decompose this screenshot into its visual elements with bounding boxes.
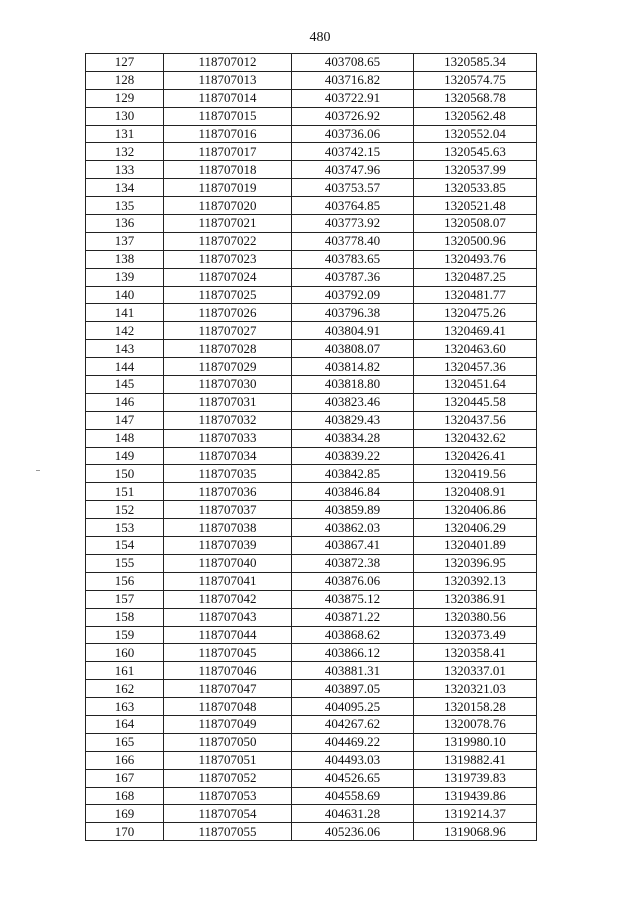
- scan-speck: [36, 470, 40, 471]
- y-coordinate-cell: 1320380.56: [414, 608, 537, 626]
- row-index-cell: 131: [86, 125, 164, 143]
- id-cell: 118707029: [164, 358, 292, 376]
- id-cell: 118707032: [164, 411, 292, 429]
- y-coordinate-cell: 1319439.86: [414, 787, 537, 805]
- table-row: [86, 590, 537, 608]
- id-cell: 118707023: [164, 250, 292, 268]
- y-coordinate-cell: 1320521.48: [414, 197, 537, 215]
- table-row: [86, 197, 537, 215]
- x-coordinate-cell: 403792.09: [292, 286, 414, 304]
- x-coordinate-cell: 403708.65: [292, 54, 414, 72]
- id-cell: 118707045: [164, 644, 292, 662]
- row-index-cell: 129: [86, 89, 164, 107]
- id-cell: 118707042: [164, 590, 292, 608]
- x-coordinate-cell: 405236.06: [292, 823, 414, 841]
- id-cell: 118707034: [164, 447, 292, 465]
- table-row: [86, 769, 537, 787]
- id-cell: 118707043: [164, 608, 292, 626]
- y-coordinate-cell: 1320321.03: [414, 680, 537, 698]
- table-row: [86, 107, 537, 125]
- row-index-cell: 140: [86, 286, 164, 304]
- x-coordinate-cell: 403829.43: [292, 411, 414, 429]
- row-index-cell: 148: [86, 429, 164, 447]
- x-coordinate-cell: 403778.40: [292, 232, 414, 250]
- x-coordinate-cell: 404558.69: [292, 787, 414, 805]
- id-cell: 118707017: [164, 143, 292, 161]
- row-index-cell: 136: [86, 215, 164, 233]
- x-coordinate-cell: 404469.22: [292, 733, 414, 751]
- y-coordinate-cell: 1320445.58: [414, 393, 537, 411]
- id-cell: 118707019: [164, 179, 292, 197]
- y-coordinate-cell: 1320500.96: [414, 232, 537, 250]
- row-index-cell: 169: [86, 805, 164, 823]
- y-coordinate-cell: 1320373.49: [414, 626, 537, 644]
- table-row: [86, 823, 537, 841]
- table-row: [86, 89, 537, 107]
- id-cell: 118707035: [164, 465, 292, 483]
- y-coordinate-cell: 1320552.04: [414, 125, 537, 143]
- table-row: [86, 698, 537, 716]
- table-row: [86, 572, 537, 590]
- x-coordinate-cell: 403876.06: [292, 572, 414, 590]
- x-coordinate-cell: 404526.65: [292, 769, 414, 787]
- id-cell: 118707047: [164, 680, 292, 698]
- x-coordinate-cell: 403839.22: [292, 447, 414, 465]
- id-cell: 118707014: [164, 89, 292, 107]
- y-coordinate-cell: 1320401.89: [414, 537, 537, 555]
- x-coordinate-cell: 403875.12: [292, 590, 414, 608]
- row-index-cell: 132: [86, 143, 164, 161]
- row-index-cell: 160: [86, 644, 164, 662]
- row-index-cell: 134: [86, 179, 164, 197]
- y-coordinate-cell: 1320386.91: [414, 590, 537, 608]
- row-index-cell: 145: [86, 376, 164, 394]
- id-cell: 118707038: [164, 519, 292, 537]
- x-coordinate-cell: 403834.28: [292, 429, 414, 447]
- x-coordinate-cell: 403814.82: [292, 358, 414, 376]
- table-row: [86, 733, 537, 751]
- id-cell: 118707050: [164, 733, 292, 751]
- row-index-cell: 161: [86, 662, 164, 680]
- row-index-cell: 141: [86, 304, 164, 322]
- x-coordinate-cell: 403726.92: [292, 107, 414, 125]
- table-row: [86, 411, 537, 429]
- id-cell: 118707015: [164, 107, 292, 125]
- y-coordinate-cell: 1320487.25: [414, 268, 537, 286]
- x-coordinate-cell: 403867.41: [292, 537, 414, 555]
- row-index-cell: 164: [86, 715, 164, 733]
- id-cell: 118707022: [164, 232, 292, 250]
- id-cell: 118707046: [164, 662, 292, 680]
- y-coordinate-cell: 1319739.83: [414, 769, 537, 787]
- id-cell: 118707016: [164, 125, 292, 143]
- row-index-cell: 128: [86, 71, 164, 89]
- row-index-cell: 150: [86, 465, 164, 483]
- y-coordinate-cell: 1320508.07: [414, 215, 537, 233]
- id-cell: 118707049: [164, 715, 292, 733]
- id-cell: 118707052: [164, 769, 292, 787]
- table-row: [86, 715, 537, 733]
- id-cell: 118707055: [164, 823, 292, 841]
- y-coordinate-cell: 1320426.41: [414, 447, 537, 465]
- row-index-cell: 142: [86, 322, 164, 340]
- table-row: [86, 376, 537, 394]
- table-row: [86, 465, 537, 483]
- x-coordinate-cell: 403871.22: [292, 608, 414, 626]
- table-row: [86, 537, 537, 555]
- table-row: [86, 751, 537, 769]
- id-cell: 118707053: [164, 787, 292, 805]
- y-coordinate-cell: 1320585.34: [414, 54, 537, 72]
- row-index-cell: 157: [86, 590, 164, 608]
- table-row: [86, 286, 537, 304]
- row-index-cell: 127: [86, 54, 164, 72]
- row-index-cell: 170: [86, 823, 164, 841]
- row-index-cell: 138: [86, 250, 164, 268]
- id-cell: 118707051: [164, 751, 292, 769]
- id-cell: 118707026: [164, 304, 292, 322]
- x-coordinate-cell: 403823.46: [292, 393, 414, 411]
- y-coordinate-cell: 1320568.78: [414, 89, 537, 107]
- x-coordinate-cell: 403846.84: [292, 483, 414, 501]
- page-number: 480: [309, 30, 331, 45]
- y-coordinate-cell: 1320475.26: [414, 304, 537, 322]
- x-coordinate-cell: 403773.92: [292, 215, 414, 233]
- y-coordinate-cell: 1320481.77: [414, 286, 537, 304]
- y-coordinate-cell: 1320078.76: [414, 715, 537, 733]
- table-row: [86, 644, 537, 662]
- table-row: [86, 143, 537, 161]
- table-row: [86, 232, 537, 250]
- id-cell: 118707028: [164, 340, 292, 358]
- row-index-cell: 156: [86, 572, 164, 590]
- y-coordinate-cell: 1320562.48: [414, 107, 537, 125]
- x-coordinate-cell: 403881.31: [292, 662, 414, 680]
- id-cell: 118707054: [164, 805, 292, 823]
- table-row: [86, 304, 537, 322]
- row-index-cell: 146: [86, 393, 164, 411]
- y-coordinate-cell: 1319882.41: [414, 751, 537, 769]
- row-index-cell: 163: [86, 698, 164, 716]
- x-coordinate-cell: 403747.96: [292, 161, 414, 179]
- row-index-cell: 133: [86, 161, 164, 179]
- table-row: [86, 662, 537, 680]
- table-row: [86, 322, 537, 340]
- id-cell: 118707044: [164, 626, 292, 644]
- y-coordinate-cell: 1320451.64: [414, 376, 537, 394]
- row-index-cell: 130: [86, 107, 164, 125]
- table-row: [86, 54, 537, 72]
- y-coordinate-cell: 1319980.10: [414, 733, 537, 751]
- row-index-cell: 137: [86, 232, 164, 250]
- y-coordinate-cell: 1320437.56: [414, 411, 537, 429]
- x-coordinate-cell: 403818.80: [292, 376, 414, 394]
- y-coordinate-cell: 1319068.96: [414, 823, 537, 841]
- table-row: [86, 161, 537, 179]
- x-coordinate-cell: 403897.05: [292, 680, 414, 698]
- row-index-cell: 139: [86, 268, 164, 286]
- table-row: [86, 626, 537, 644]
- y-coordinate-cell: 1320574.75: [414, 71, 537, 89]
- table-row: [86, 501, 537, 519]
- x-coordinate-cell: 404493.03: [292, 751, 414, 769]
- row-index-cell: 135: [86, 197, 164, 215]
- y-coordinate-cell: 1320463.60: [414, 340, 537, 358]
- id-cell: 118707020: [164, 197, 292, 215]
- x-coordinate-cell: 403764.85: [292, 197, 414, 215]
- id-cell: 118707036: [164, 483, 292, 501]
- table-row: [86, 680, 537, 698]
- x-coordinate-cell: 403716.82: [292, 71, 414, 89]
- x-coordinate-cell: 403722.91: [292, 89, 414, 107]
- row-index-cell: 158: [86, 608, 164, 626]
- row-index-cell: 167: [86, 769, 164, 787]
- x-coordinate-cell: 403742.15: [292, 143, 414, 161]
- x-coordinate-cell: 404095.25: [292, 698, 414, 716]
- x-coordinate-cell: 403868.62: [292, 626, 414, 644]
- row-index-cell: 152: [86, 501, 164, 519]
- x-coordinate-cell: 403804.91: [292, 322, 414, 340]
- id-cell: 118707027: [164, 322, 292, 340]
- y-coordinate-cell: 1320457.36: [414, 358, 537, 376]
- row-index-cell: 165: [86, 733, 164, 751]
- y-coordinate-cell: 1320337.01: [414, 662, 537, 680]
- row-index-cell: 166: [86, 751, 164, 769]
- id-cell: 118707040: [164, 554, 292, 572]
- table-row: [86, 125, 537, 143]
- x-coordinate-cell: 403783.65: [292, 250, 414, 268]
- table-row: [86, 358, 537, 376]
- table-row: [86, 340, 537, 358]
- x-coordinate-cell: 403808.07: [292, 340, 414, 358]
- table-row: [86, 519, 537, 537]
- id-cell: 118707039: [164, 537, 292, 555]
- id-cell: 118707021: [164, 215, 292, 233]
- row-index-cell: 168: [86, 787, 164, 805]
- row-index-cell: 147: [86, 411, 164, 429]
- table-row: [86, 393, 537, 411]
- y-coordinate-cell: 1320406.29: [414, 519, 537, 537]
- y-coordinate-cell: 1319214.37: [414, 805, 537, 823]
- table-body: [86, 54, 537, 841]
- id-cell: 118707041: [164, 572, 292, 590]
- table-row: [86, 215, 537, 233]
- x-coordinate-cell: 404267.62: [292, 715, 414, 733]
- id-cell: 118707024: [164, 268, 292, 286]
- y-coordinate-cell: 1320419.56: [414, 465, 537, 483]
- table-row: [86, 483, 537, 501]
- y-coordinate-cell: 1320545.63: [414, 143, 537, 161]
- row-index-cell: 162: [86, 680, 164, 698]
- table-row: [86, 447, 537, 465]
- x-coordinate-cell: 403862.03: [292, 519, 414, 537]
- table-row: [86, 429, 537, 447]
- table-row: [86, 554, 537, 572]
- row-index-cell: 155: [86, 554, 164, 572]
- x-coordinate-cell: 403787.36: [292, 268, 414, 286]
- y-coordinate-cell: 1320358.41: [414, 644, 537, 662]
- id-cell: 118707031: [164, 393, 292, 411]
- y-coordinate-cell: 1320537.99: [414, 161, 537, 179]
- id-cell: 118707037: [164, 501, 292, 519]
- id-cell: 118707018: [164, 161, 292, 179]
- x-coordinate-cell: 403872.38: [292, 554, 414, 572]
- x-coordinate-cell: 403842.85: [292, 465, 414, 483]
- table-row: [86, 179, 537, 197]
- row-index-cell: 153: [86, 519, 164, 537]
- id-cell: 118707012: [164, 54, 292, 72]
- x-coordinate-cell: 403859.89: [292, 501, 414, 519]
- x-coordinate-cell: 403736.06: [292, 125, 414, 143]
- id-cell: 118707013: [164, 71, 292, 89]
- y-coordinate-cell: 1320396.95: [414, 554, 537, 572]
- table-row: [86, 268, 537, 286]
- table-row: [86, 71, 537, 89]
- row-index-cell: 143: [86, 340, 164, 358]
- row-index-cell: 151: [86, 483, 164, 501]
- row-index-cell: 159: [86, 626, 164, 644]
- id-cell: 118707048: [164, 698, 292, 716]
- row-index-cell: 154: [86, 537, 164, 555]
- y-coordinate-cell: 1320406.86: [414, 501, 537, 519]
- y-coordinate-cell: 1320493.76: [414, 250, 537, 268]
- y-coordinate-cell: 1320392.13: [414, 572, 537, 590]
- table-row: [86, 608, 537, 626]
- x-coordinate-cell: 404631.28: [292, 805, 414, 823]
- id-cell: 118707033: [164, 429, 292, 447]
- y-coordinate-cell: 1320432.62: [414, 429, 537, 447]
- y-coordinate-cell: 1320158.28: [414, 698, 537, 716]
- x-coordinate-cell: 403796.38: [292, 304, 414, 322]
- table-row: [86, 787, 537, 805]
- y-coordinate-cell: 1320408.91: [414, 483, 537, 501]
- row-index-cell: 149: [86, 447, 164, 465]
- y-coordinate-cell: 1320533.85: [414, 179, 537, 197]
- table-row: [86, 250, 537, 268]
- table-row: [86, 805, 537, 823]
- id-cell: 118707025: [164, 286, 292, 304]
- x-coordinate-cell: 403866.12: [292, 644, 414, 662]
- y-coordinate-cell: 1320469.41: [414, 322, 537, 340]
- id-cell: 118707030: [164, 376, 292, 394]
- coordinates-table: [85, 53, 537, 841]
- x-coordinate-cell: 403753.57: [292, 179, 414, 197]
- row-index-cell: 144: [86, 358, 164, 376]
